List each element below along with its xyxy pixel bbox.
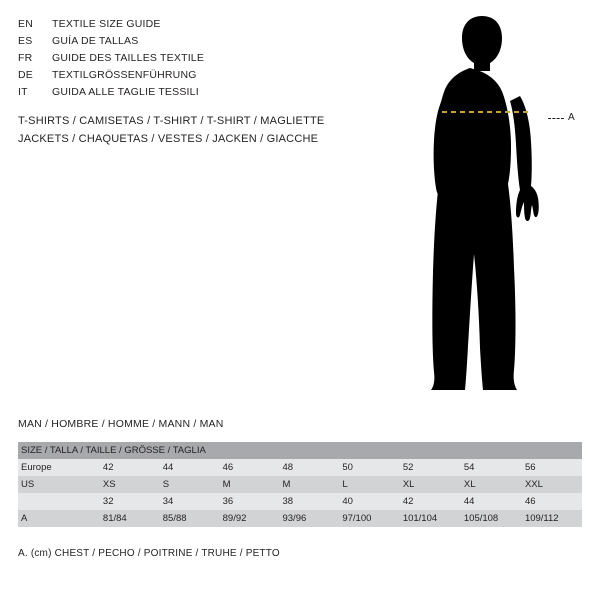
language-code: DE xyxy=(18,69,33,81)
silhouette-svg xyxy=(400,8,600,408)
category-line-jackets: JACKETS / CHAQUETAS / VESTES / JACKEN / GIACCHE xyxy=(18,133,319,145)
table-cell: XL xyxy=(460,476,521,493)
table-cell: 44 xyxy=(159,459,219,476)
language-title: TEXTILE SIZE GUIDE xyxy=(52,18,161,30)
table-cell: 46 xyxy=(219,459,279,476)
male-silhouette-figure xyxy=(400,8,600,408)
table-cell: S xyxy=(159,476,219,493)
table-cell: XS xyxy=(99,476,159,493)
table-cell: 38 xyxy=(278,493,338,510)
table-cell: 40 xyxy=(338,493,398,510)
table-header-row xyxy=(18,442,582,459)
table-title-man: MAN / HOMBRE / HOMME / MANN / MAN xyxy=(18,418,224,430)
table-cell: 42 xyxy=(99,459,159,476)
table-cell: 42 xyxy=(399,493,460,510)
size-table xyxy=(18,442,582,527)
table-cell: 101/104 xyxy=(399,510,460,527)
table-cell: 36 xyxy=(219,493,279,510)
table-row xyxy=(18,510,582,527)
category-line-tshirts: T-SHIRTS / CAMISETAS / T-SHIRT / T-SHIRT / MAGLIETTE xyxy=(18,115,325,127)
row-label: US xyxy=(18,476,99,493)
table-header-label: SIZE / TALLA / TAILLE / GRÖSSE / TAGLIA xyxy=(18,442,582,459)
table-cell: 89/92 xyxy=(219,510,279,527)
row-label: Europe xyxy=(18,459,99,476)
footnote-chest-measure: A. (cm) CHEST / PECHO / POITRINE / TRUHE / PETTO xyxy=(18,548,280,559)
table-cell: 32 xyxy=(99,493,159,510)
language-header-list xyxy=(18,16,418,101)
table-cell: XL xyxy=(399,476,460,493)
language-code: EN xyxy=(18,18,33,30)
table-cell: 46 xyxy=(521,493,582,510)
table-cell: M xyxy=(219,476,279,493)
garment-category-list xyxy=(18,112,438,148)
table-row xyxy=(18,493,582,510)
language-title: GUIDE DES TAILLES TEXTILE xyxy=(52,52,205,64)
language-row xyxy=(18,16,418,33)
table-cell: L xyxy=(338,476,398,493)
language-title: TEXTILGRÖSSENFÜHRUNG xyxy=(52,69,197,81)
table-cell: 109/112 xyxy=(521,510,582,527)
table-cell: 85/88 xyxy=(159,510,219,527)
language-row xyxy=(18,50,418,67)
language-row xyxy=(18,67,418,84)
table-cell: M xyxy=(278,476,338,493)
measure-leader-line xyxy=(548,118,564,119)
language-row xyxy=(18,33,418,50)
table-cell: 105/108 xyxy=(460,510,521,527)
table-cell: 97/100 xyxy=(338,510,398,527)
table-cell: 34 xyxy=(159,493,219,510)
table-cell: XXL xyxy=(521,476,582,493)
table-cell: 50 xyxy=(338,459,398,476)
language-code: IT xyxy=(18,86,28,98)
language-code: ES xyxy=(18,35,33,47)
table-cell: 44 xyxy=(460,493,521,510)
table-cell: 54 xyxy=(460,459,521,476)
language-row xyxy=(18,84,418,101)
row-label: A xyxy=(18,510,99,527)
table-cell: 52 xyxy=(399,459,460,476)
table-row xyxy=(18,476,582,493)
table-cell: 56 xyxy=(521,459,582,476)
language-title: GUÍA DE TALLAS xyxy=(52,35,139,47)
table-cell: 93/96 xyxy=(278,510,338,527)
language-title: GUIDA ALLE TAGLIE TESSILI xyxy=(52,86,199,98)
measure-label-a: A xyxy=(568,112,576,123)
table-cell: 81/84 xyxy=(99,510,159,527)
table-cell: 48 xyxy=(278,459,338,476)
language-code: FR xyxy=(18,52,33,64)
table-row xyxy=(18,459,582,476)
silhouette-body-shape xyxy=(431,16,539,390)
row-label xyxy=(18,493,99,510)
